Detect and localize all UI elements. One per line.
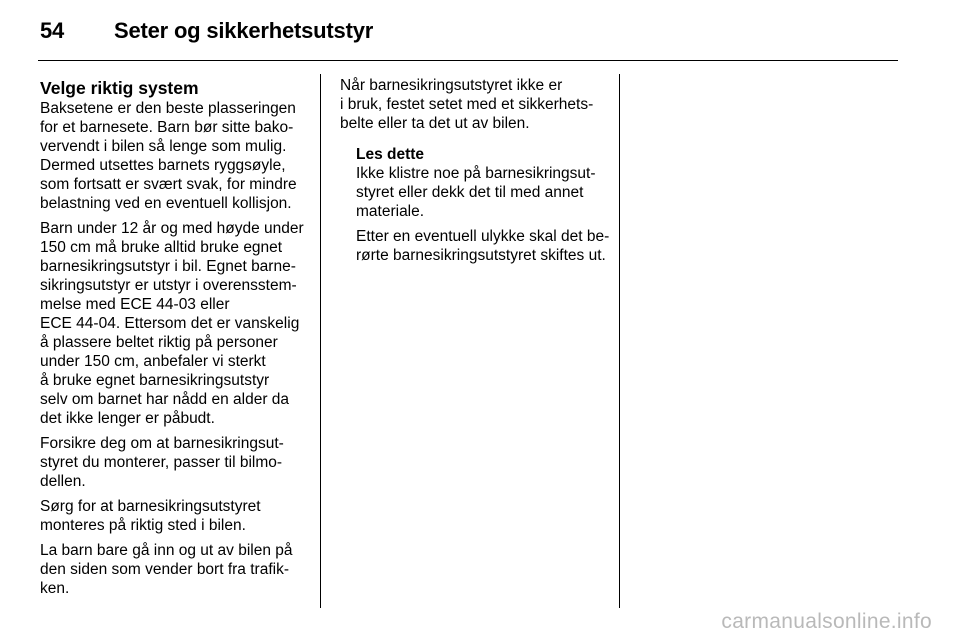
text-line: rørte barnesikringsutstyret skiftes ut. [356, 247, 606, 264]
text-line: Når barnesikringsutstyret ikke er [340, 77, 563, 94]
note-heading: Les dette [356, 146, 425, 163]
column-divider-right [619, 74, 620, 608]
paragraph [40, 497, 312, 535]
page-number: 54 [40, 18, 65, 43]
text-line: barnesikringsutstyr i bil. Egnet barne- [40, 258, 296, 275]
text-line: Forsikre deg om at barnesikringsut- [40, 435, 284, 452]
text-line: som fortsatt er svært svak, for mindre [40, 176, 297, 193]
text-line: å plassere beltet riktig på personer [40, 334, 278, 351]
text-line: ECE 44-04. Ettersom det er vanskelig [40, 315, 300, 332]
note-paragraph [356, 164, 612, 221]
text-line: det ikke lenger er påbudt. [40, 410, 215, 427]
column-divider-left [320, 74, 321, 608]
paragraph [40, 219, 312, 428]
paragraph [40, 99, 312, 213]
page-header [40, 18, 373, 44]
text-line: Dermed utsettes barnets ryggsøyle, [40, 157, 286, 174]
left-column [40, 76, 312, 604]
text-line: belte eller ta det ut av bilen. [340, 115, 530, 132]
text-line: Baksetene er den beste plasseringen [40, 100, 296, 117]
paragraph [40, 434, 312, 491]
section-heading: Velge riktig system [40, 78, 199, 98]
header-rule [38, 60, 898, 61]
text-line: styret eller dekk det til med annet [356, 184, 584, 201]
text-line: selv om barnet har nådd en alder da [40, 391, 290, 408]
text-line: monteres på riktig sted i bilen. [40, 517, 246, 534]
note-box [356, 145, 612, 265]
text-line: Etter en eventuell ulykke skal det be- [356, 228, 610, 245]
text-line: materiale. [356, 203, 425, 220]
text-line: for et barnesete. Barn bør sitte bako- [40, 119, 294, 136]
text-line: i bruk, festet setet med et sikkerhets- [340, 96, 594, 113]
text-line: sikringsutstyr er utstyr i overensstem- [40, 277, 297, 294]
page-title: Seter og sikkerhetsutstyr [114, 18, 374, 43]
middle-column [340, 76, 612, 271]
text-line: Sørg for at barnesikringsutstyret [40, 498, 261, 515]
text-line: den siden som vender bort fra trafik- [40, 561, 289, 578]
text-line: dellen. [40, 473, 86, 490]
text-line: ken. [40, 580, 70, 597]
text-line: belastning ved en eventuell kollisjon. [40, 195, 292, 212]
watermark: carmanualsonline.info [721, 610, 932, 633]
text-line: melse med ECE 44-03 eller [40, 296, 230, 313]
note-paragraph [356, 227, 612, 265]
text-line: Barn under 12 år og med høyde under [40, 220, 304, 237]
text-line: Ikke klistre noe på barnesikringsut- [356, 165, 596, 182]
text-line: vervendt i bilen så lenge som mulig. [40, 138, 287, 155]
text-line: La barn bare gå inn og ut av bilen på [40, 542, 293, 559]
text-line: 150 cm må bruke alltid bruke egnet [40, 239, 283, 256]
paragraph [40, 541, 312, 598]
paragraph [340, 76, 612, 133]
text-line: under 150 cm, anbefaler vi sterkt [40, 353, 266, 370]
text-line: å bruke egnet barnesikringsutstyr [40, 372, 270, 389]
text-line: styret du monterer, passer til bilmo- [40, 454, 283, 471]
